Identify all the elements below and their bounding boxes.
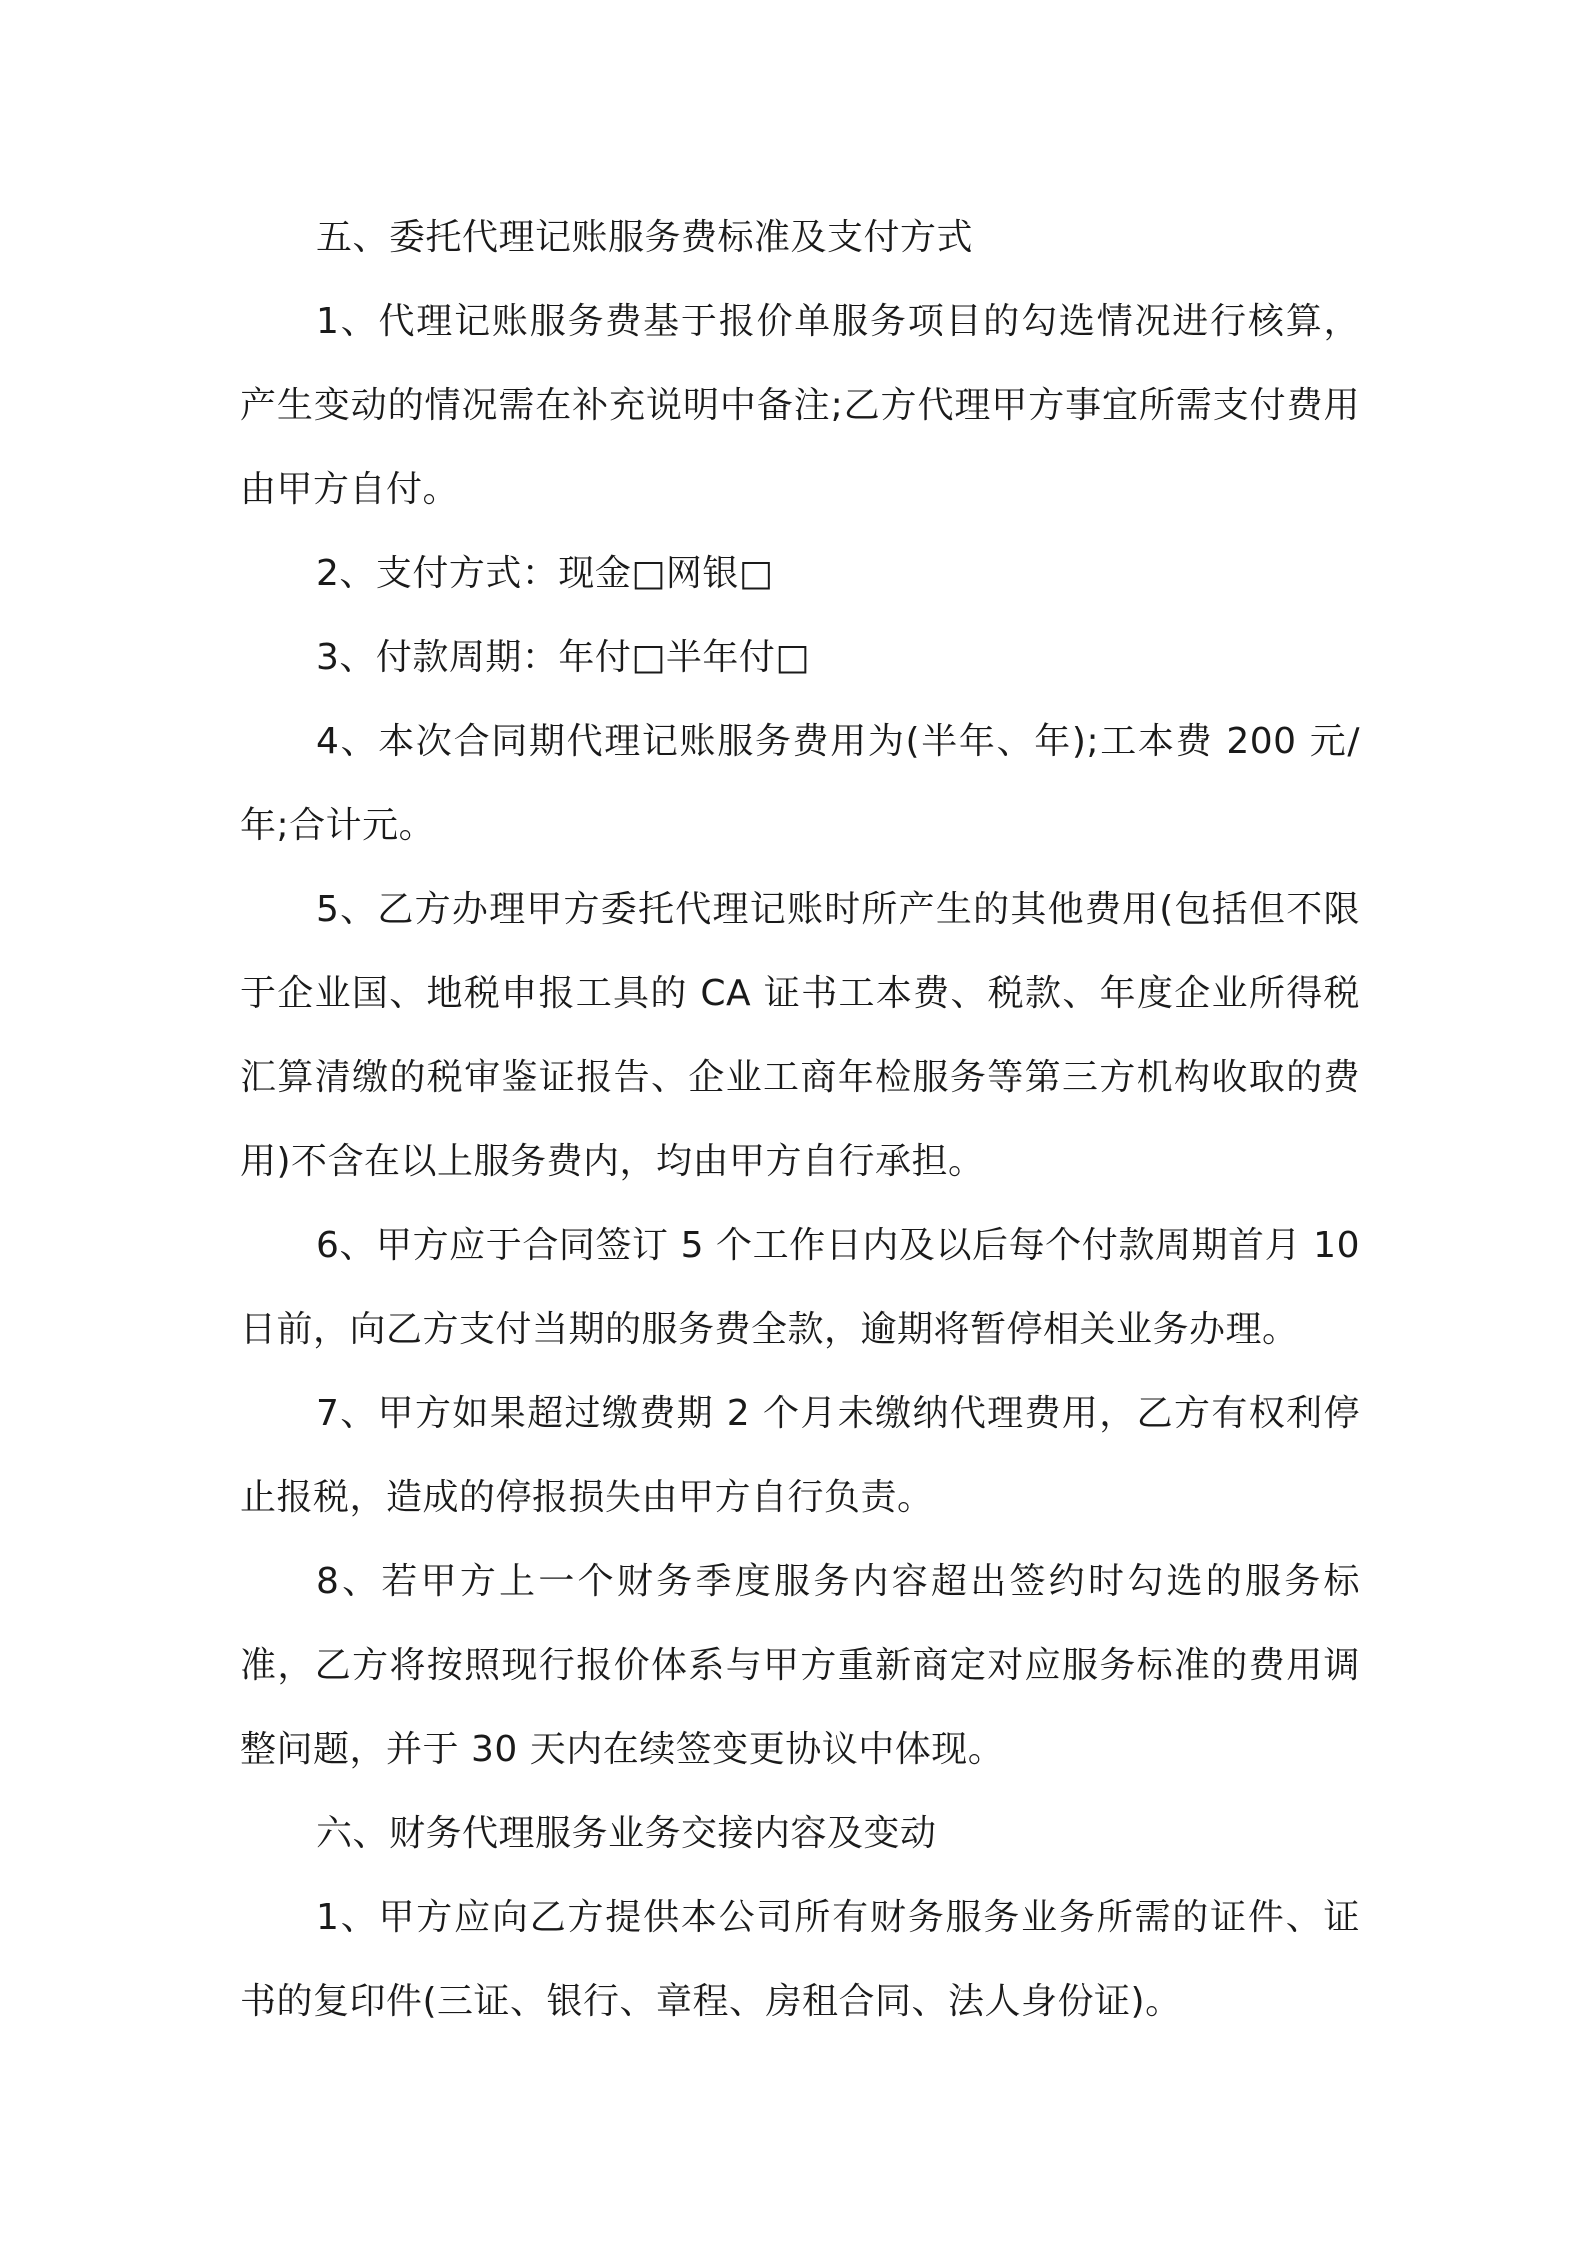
paragraph-5-2: 2、支付方式：现金□网银□ [316, 553, 774, 594]
paragraph-5-6: 6、甲方应于合同签订 5 个工作日内及以后每个付款周期首月 10 日前，向乙方支付当期的服务费全款，逾期将暂停相关业务办理。 [240, 1225, 1360, 1350]
section-heading-6: 六、财务代理服务业务交接内容及变动 [316, 1813, 937, 1854]
document-body [240, 196, 1360, 2044]
paragraph-5-7: 7、甲方如果超过缴费期 2 个月未缴纳代理费用，乙方有权利停止报税，造成的停报损失由甲方自行负责。 [240, 1393, 1360, 1518]
paragraph-6-1: 1、甲方应向乙方提供本公司所有财务服务业务所需的证件、证书的复印件(三证、银行、章程、房租合同、法人身份证)。 [240, 1897, 1360, 2022]
paragraph-5-4: 4、本次合同期代理记账服务费用为(半年、年);工本费 200 元/年;合计元。 [240, 721, 1360, 846]
paragraph-5-8: 8、若甲方上一个财务季度服务内容超出签约时勾选的服务标准，乙方将按照现行报价体系与甲方重新商定对应服务标准的费用调整问题，并于 30 天内在续签变更协议中体现。 [240, 1561, 1360, 1770]
paragraph-5-3: 3、付款周期：年付□半年付□ [316, 637, 810, 678]
paragraph-5-5: 5、乙方办理甲方委托代理记账时所产生的其他费用(包括但不限于企业国、地税申报工具的 CA 证书工本费、税款、年度企业所得税汇算清缴的税审鉴证报告、企业工商年检服务等第三方机构收取的费用)不含在以上服务费内，均由甲方自行承担。 [240, 889, 1360, 1182]
paragraph-5-1: 1、代理记账服务费基于报价单服务项目的勾选情况进行核算，产生变动的情况需在补充说明中备注;乙方代理甲方事宜所需支付费用由甲方自付。 [240, 301, 1360, 510]
section-heading-5: 五、委托代理记账服务费标准及支付方式 [316, 217, 974, 258]
